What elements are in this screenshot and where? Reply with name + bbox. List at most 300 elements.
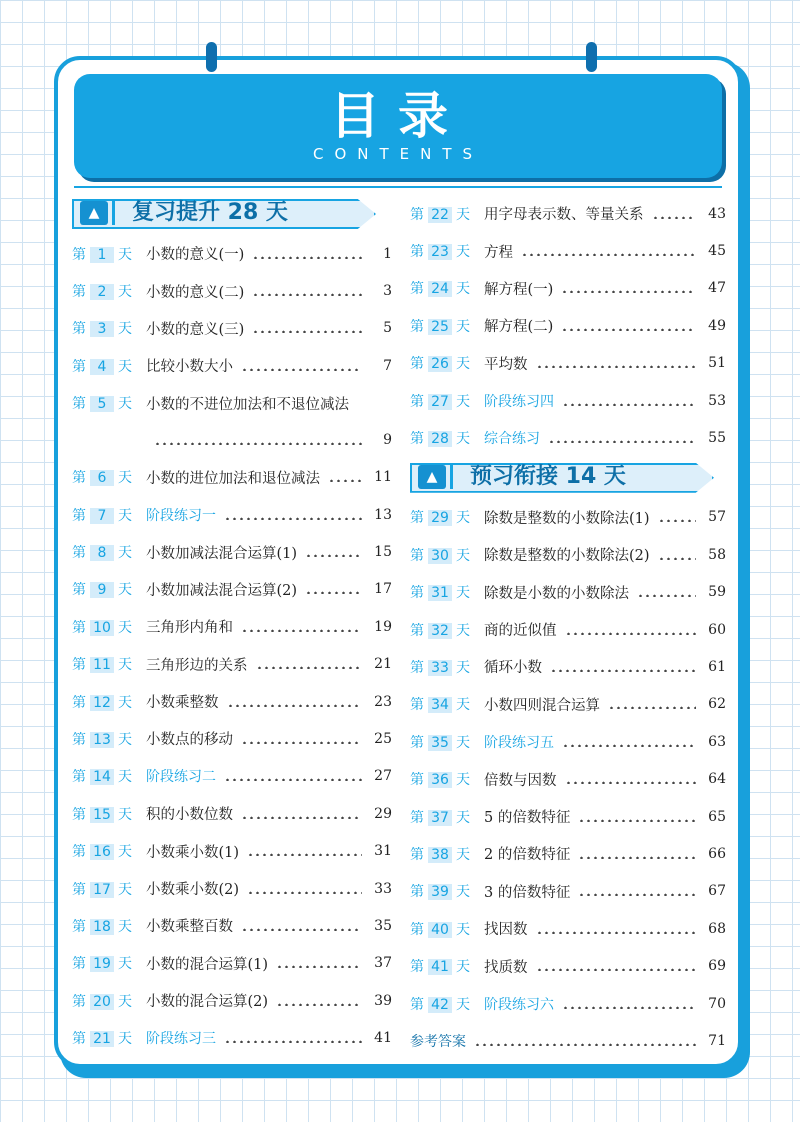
day-label [410, 353, 484, 373]
day-suffix: 天 [456, 622, 470, 639]
toc-entry[interactable] [72, 758, 392, 795]
toc-entry[interactable] [410, 232, 726, 269]
day-prefix: 第 [410, 772, 424, 789]
topic-title: 3 的倍数特征 [484, 884, 571, 901]
contents-header [74, 74, 722, 178]
day-number: 15 [90, 807, 114, 823]
day-prefix: 第 [410, 996, 424, 1013]
day-prefix: 第 [72, 321, 86, 338]
topic-title: 阶段练习六 [484, 996, 554, 1013]
day-label [410, 657, 484, 677]
toc-entry[interactable] [410, 723, 726, 760]
day-label [72, 617, 146, 637]
topic-title: 小数的混合运算(1) [146, 956, 269, 973]
page-number: 70 [708, 995, 726, 1012]
page-number: 9 [383, 432, 392, 449]
day-prefix: 第 [72, 694, 86, 711]
entry-line-1 [72, 385, 392, 422]
topic-title: 除数是整数的小数除法(2) [484, 548, 650, 565]
day-suffix: 天 [456, 431, 470, 448]
day-label [72, 729, 146, 749]
toc-entry[interactable] [72, 235, 392, 272]
dot-leader [561, 321, 696, 331]
dot-leader [154, 435, 362, 445]
dot-leader [227, 697, 363, 707]
toc-entry[interactable] [410, 345, 726, 382]
day-label [410, 844, 484, 864]
dot-leader [536, 924, 697, 934]
day-prefix: 第 [72, 769, 86, 786]
day-prefix: 第 [410, 921, 424, 938]
topic-title: 商的近似值 [484, 623, 557, 640]
page-number: 29 [374, 805, 392, 822]
toc-entry[interactable] [72, 385, 392, 459]
day-number: 22 [428, 207, 452, 223]
topic-title: 解方程(一) [484, 281, 554, 298]
dot-leader [652, 209, 697, 219]
binder-ring-right [586, 42, 597, 72]
day-number: 18 [90, 919, 114, 935]
day-suffix: 天 [456, 734, 470, 751]
toc-entry[interactable] [410, 195, 726, 232]
day-suffix: 天 [118, 806, 132, 823]
dot-leader [241, 622, 362, 632]
toc-list-review-continued [410, 195, 726, 457]
topic-title: 小数的意义(一) [146, 247, 245, 264]
topic-title: 找因数 [484, 922, 528, 939]
day-prefix: 第 [72, 993, 86, 1010]
day-prefix: 第 [410, 431, 424, 448]
day-number: 19 [90, 956, 114, 972]
day-number: 11 [90, 657, 114, 673]
dot-leader [224, 1033, 362, 1043]
toc-entry[interactable] [72, 795, 392, 832]
day-number: 29 [428, 510, 452, 526]
page-number: 55 [708, 430, 726, 447]
toc-entry[interactable] [410, 835, 726, 872]
page-number: 25 [374, 730, 392, 747]
day-label [72, 281, 146, 301]
day-suffix: 天 [118, 769, 132, 786]
page-number: 60 [708, 621, 726, 638]
page-number: 7 [383, 357, 392, 374]
day-number: 1 [90, 247, 114, 263]
page-number: 68 [708, 920, 726, 937]
toc-entry[interactable] [72, 1019, 392, 1056]
dot-leader [562, 737, 696, 747]
topic-title: 小数的意义(三) [146, 321, 245, 338]
day-number: 26 [428, 356, 452, 372]
day-suffix: 天 [118, 284, 132, 301]
toc-entry[interactable] [72, 870, 392, 907]
section-banner-review [72, 195, 382, 231]
topic-title: 阶段练习五 [484, 734, 554, 751]
topic-title: 积的小数位数 [146, 807, 233, 824]
day-suffix: 天 [456, 846, 470, 863]
toc-entry[interactable] [410, 648, 726, 685]
page-number: 47 [708, 280, 726, 297]
day-prefix: 第 [72, 507, 86, 524]
dot-leader [561, 283, 696, 293]
day-prefix: 第 [410, 281, 424, 298]
dot-leader [521, 246, 696, 256]
page-number: 39 [374, 992, 392, 1009]
dot-leader [536, 358, 697, 368]
topic-title: 循环小数 [484, 660, 542, 677]
day-prefix: 第 [72, 731, 86, 748]
toc-entry[interactable] [410, 611, 726, 648]
day-suffix: 天 [456, 510, 470, 527]
day-suffix: 天 [456, 206, 470, 223]
dot-leader [658, 550, 696, 560]
day-suffix: 天 [456, 356, 470, 373]
day-label [410, 732, 484, 752]
day-suffix: 天 [456, 809, 470, 826]
topic-title: 小数乘整百数 [146, 919, 233, 936]
day-suffix: 天 [118, 694, 132, 711]
day-number: 5 [90, 396, 114, 412]
toc-entry[interactable] [72, 533, 392, 570]
toc-entry[interactable] [410, 382, 726, 419]
toc-entry[interactable] [72, 310, 392, 347]
day-number: 10 [90, 620, 114, 636]
toc-entry[interactable] [410, 419, 726, 456]
day-suffix: 天 [456, 318, 470, 335]
section-banner-preview [410, 459, 720, 495]
dot-leader [224, 510, 362, 520]
dot-leader [305, 584, 362, 594]
topic-title: 阶段练习一 [146, 507, 216, 524]
day-prefix: 第 [410, 959, 424, 976]
dot-leader [536, 961, 697, 971]
day-suffix: 天 [118, 844, 132, 861]
dot-leader [565, 774, 697, 784]
page-number: 63 [708, 733, 726, 750]
topic-title: 阶段练习四 [484, 393, 554, 410]
day-suffix: 天 [118, 657, 132, 674]
page-number: 17 [374, 581, 392, 598]
day-suffix: 天 [456, 281, 470, 298]
day-label [72, 356, 146, 376]
dot-leader [247, 846, 362, 856]
topic-title: 小数加减法混合运算(1) [146, 545, 298, 562]
topic-title: 小数的进位加法和退位减法 [146, 470, 320, 487]
topic-title: 阶段练习三 [146, 1031, 216, 1048]
dot-leader [252, 249, 362, 259]
dot-leader [328, 472, 362, 482]
day-prefix: 第 [72, 470, 86, 487]
page-number: 53 [708, 392, 726, 409]
page-number: 66 [708, 845, 726, 862]
day-suffix: 天 [118, 507, 132, 524]
day-suffix: 天 [456, 772, 470, 789]
day-prefix: 第 [410, 585, 424, 602]
day-label [410, 391, 484, 411]
page-number: 51 [708, 355, 726, 372]
dot-leader [241, 361, 362, 371]
toc-list-review [72, 235, 392, 1057]
day-label [410, 881, 484, 901]
day-number: 40 [428, 922, 452, 938]
dot-leader [637, 587, 696, 597]
page-number: 65 [708, 808, 726, 825]
day-label [410, 769, 484, 789]
page-number: 19 [374, 618, 392, 635]
toc-entry[interactable] [72, 496, 392, 533]
day-label [72, 804, 146, 824]
answers-label: 参考答案 [410, 1033, 466, 1050]
page-number: 31 [374, 843, 392, 860]
day-prefix: 第 [410, 659, 424, 676]
dot-leader [562, 396, 696, 406]
dot-leader [565, 625, 697, 635]
topic-title: 方程 [484, 244, 513, 261]
day-suffix: 天 [118, 956, 132, 973]
topic-title: 小数加减法混合运算(2) [146, 582, 298, 599]
day-suffix: 天 [118, 321, 132, 338]
page-number: 58 [708, 546, 726, 563]
day-number: 42 [428, 997, 452, 1013]
day-label [410, 620, 484, 640]
day-suffix: 天 [118, 881, 132, 898]
topic-title: 小数乘整数 [146, 695, 219, 712]
section-title: 预习衔接 14 天 [470, 463, 626, 489]
day-prefix: 第 [72, 619, 86, 636]
day-suffix: 天 [118, 396, 132, 413]
day-prefix: 第 [410, 244, 424, 261]
toc-entry[interactable] [410, 574, 726, 611]
topic-title: 综合练习 [484, 431, 540, 448]
toc-entry[interactable] [410, 985, 726, 1022]
dot-leader [224, 771, 362, 781]
page-number: 61 [708, 658, 726, 675]
reading-icon: ▲ [418, 465, 446, 489]
day-label [410, 545, 484, 565]
toc-entry[interactable] [410, 307, 726, 344]
toc-entry[interactable] [72, 646, 392, 683]
toc-entry[interactable] [72, 982, 392, 1019]
day-prefix: 第 [72, 657, 86, 674]
page-number: 45 [708, 243, 726, 260]
day-label [72, 841, 146, 861]
dot-leader [252, 286, 362, 296]
day-label [410, 204, 484, 224]
day-number: 24 [428, 281, 452, 297]
topic-title: 小数的不进位加法和不退位减法 [146, 396, 349, 413]
dot-leader [578, 886, 696, 896]
day-suffix: 天 [456, 659, 470, 676]
toc-entry[interactable] [72, 907, 392, 944]
page-number: 23 [374, 693, 392, 710]
page-number: 64 [708, 771, 726, 788]
day-label [72, 953, 146, 973]
page-number: 59 [708, 584, 726, 601]
day-prefix: 第 [72, 396, 86, 413]
toc-entry[interactable] [410, 760, 726, 797]
day-suffix: 天 [456, 697, 470, 714]
toc-entry[interactable] [72, 832, 392, 869]
day-suffix: 天 [118, 358, 132, 375]
toc-entry-answers[interactable] [410, 1022, 726, 1059]
day-prefix: 第 [72, 358, 86, 375]
day-prefix: 第 [410, 547, 424, 564]
day-suffix: 天 [456, 884, 470, 901]
day-suffix: 天 [118, 1031, 132, 1048]
page-number: 43 [708, 205, 726, 222]
day-number: 14 [90, 769, 114, 785]
toc-entry[interactable] [72, 571, 392, 608]
topic-title: 小数点的移动 [146, 732, 233, 749]
dot-leader [658, 512, 696, 522]
topic-title: 小数乘小数(2) [146, 882, 240, 899]
toc-entry[interactable] [72, 720, 392, 757]
day-suffix: 天 [118, 582, 132, 599]
dot-leader [241, 809, 362, 819]
dot-leader [241, 734, 362, 744]
day-number: 13 [90, 732, 114, 748]
day-label [72, 467, 146, 487]
day-number: 4 [90, 359, 114, 375]
toc-entry[interactable] [72, 608, 392, 645]
day-suffix: 天 [456, 959, 470, 976]
dot-leader [252, 323, 362, 333]
day-prefix: 第 [72, 956, 86, 973]
day-prefix: 第 [72, 1031, 86, 1048]
day-number: 3 [90, 321, 114, 337]
page-number: 57 [708, 509, 726, 526]
page-number: 35 [374, 917, 392, 934]
day-label [72, 542, 146, 562]
day-prefix: 第 [72, 582, 86, 599]
day-label [410, 582, 484, 602]
page-number: 67 [708, 883, 726, 900]
toc-entry[interactable] [410, 873, 726, 910]
toc-entry[interactable] [72, 272, 392, 309]
day-number: 39 [428, 884, 452, 900]
day-label [72, 579, 146, 599]
toc-entry[interactable] [72, 459, 392, 496]
toc-entry[interactable] [410, 686, 726, 723]
day-label [410, 241, 484, 261]
day-number: 32 [428, 623, 452, 639]
day-label [410, 278, 484, 298]
day-number: 17 [90, 882, 114, 898]
day-number: 7 [90, 508, 114, 524]
day-prefix: 第 [410, 884, 424, 901]
topic-title: 阶段练习二 [146, 769, 216, 786]
page-number: 27 [374, 768, 392, 785]
day-number: 27 [428, 394, 452, 410]
day-suffix: 天 [118, 470, 132, 487]
dot-leader [276, 996, 362, 1006]
day-label [410, 507, 484, 527]
day-label [72, 505, 146, 525]
day-number: 8 [90, 545, 114, 561]
day-prefix: 第 [72, 284, 86, 301]
day-label [72, 393, 146, 413]
day-number: 36 [428, 772, 452, 788]
day-suffix: 天 [456, 244, 470, 261]
page-number: 5 [383, 320, 392, 337]
day-prefix: 第 [410, 393, 424, 410]
day-suffix: 天 [118, 993, 132, 1010]
day-number: 41 [428, 959, 452, 975]
day-label [410, 994, 484, 1014]
dot-leader [247, 884, 362, 894]
page-number: 21 [374, 656, 392, 673]
day-number: 25 [428, 319, 452, 335]
topic-title: 比较小数大小 [146, 359, 233, 376]
dot-leader [550, 662, 696, 672]
dot-leader [578, 849, 696, 859]
topic-title: 解方程(二) [484, 319, 554, 336]
day-label [72, 991, 146, 1011]
toc-list-preview [410, 499, 726, 1022]
binder-ring-left [206, 42, 217, 72]
page-number: 49 [708, 317, 726, 334]
day-suffix: 天 [456, 393, 470, 410]
topic-title: 除数是整数的小数除法(1) [484, 510, 650, 527]
day-label [72, 766, 146, 786]
dot-leader [474, 1036, 696, 1046]
day-prefix: 第 [410, 846, 424, 863]
day-number: 2 [90, 284, 114, 300]
page-subtitle: CONTENTS [312, 145, 484, 163]
reading-icon: ▲ [80, 201, 108, 225]
topic-title: 小数乘小数(1) [146, 844, 240, 861]
day-prefix: 第 [72, 806, 86, 823]
day-suffix: 天 [456, 996, 470, 1013]
day-prefix: 第 [410, 356, 424, 373]
day-label [410, 919, 484, 939]
topic-title: 倍数与因数 [484, 772, 557, 789]
section-title: 复习提升 28 天 [132, 200, 288, 225]
toc-entry[interactable] [410, 499, 726, 536]
toc-entry[interactable] [72, 683, 392, 720]
page-number: 37 [374, 955, 392, 972]
right-column [410, 195, 726, 1060]
page-number: 69 [708, 958, 726, 975]
day-label [410, 428, 484, 448]
page-number: 71 [708, 1032, 726, 1049]
day-prefix: 第 [72, 545, 86, 562]
page-number: 11 [374, 469, 392, 486]
day-label [410, 694, 484, 714]
day-label [72, 318, 146, 338]
topic-title: 找质数 [484, 959, 528, 976]
toc-entry[interactable] [410, 536, 726, 573]
page-title: 目录 [330, 87, 466, 145]
day-suffix: 天 [456, 547, 470, 564]
topic-title: 三角形内角和 [146, 620, 233, 637]
day-number: 12 [90, 695, 114, 711]
toc-entry[interactable] [410, 270, 726, 307]
toc-entry[interactable] [72, 347, 392, 384]
topic-title: 小数的混合运算(2) [146, 994, 269, 1011]
toc-entry[interactable] [410, 798, 726, 835]
toc-entry[interactable] [72, 945, 392, 982]
day-prefix: 第 [72, 881, 86, 898]
entry-line-2 [72, 422, 392, 459]
day-number: 6 [90, 470, 114, 486]
page-number: 62 [708, 696, 726, 713]
page-number: 41 [374, 1030, 392, 1047]
toc-entry[interactable] [410, 910, 726, 947]
toc-entry[interactable] [410, 947, 726, 984]
dot-leader [305, 547, 362, 557]
topic-title: 用字母表示数、等量关系 [484, 207, 644, 224]
topic-title: 三角形边的关系 [146, 657, 248, 674]
